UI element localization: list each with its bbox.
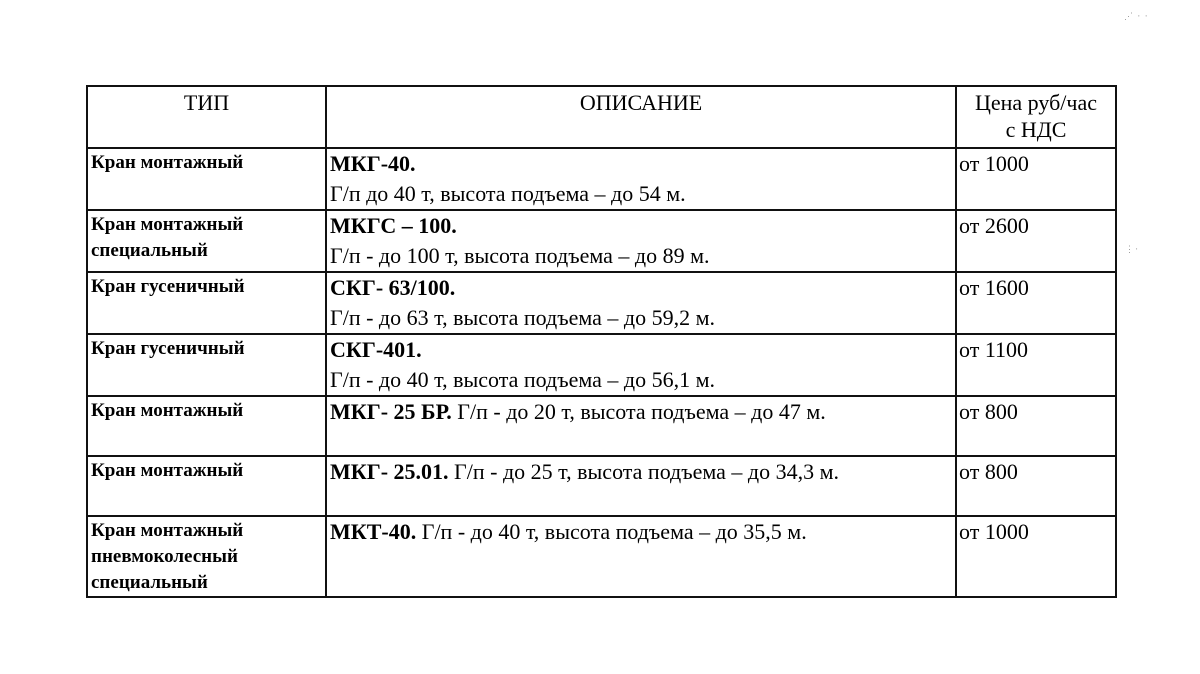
crane-specs: Г/п до 40 т, высота подъема – до 54 м. [330, 181, 686, 206]
header-price [956, 86, 1116, 148]
crane-specs: Г/п - до 25 т, высота подъема – до 34,3 м. [454, 459, 840, 484]
crane-type: Кран монтажный специальный [87, 210, 326, 272]
crane-specs: Г/п - до 100 т, высота подъема – до 89 м. [330, 243, 710, 268]
crane-model: МКГ-40. [330, 151, 416, 176]
crane-model: МКГ- 25.01. [330, 459, 449, 484]
header-type: ТИП [87, 86, 326, 148]
table-row [87, 396, 1116, 456]
crane-description [326, 272, 956, 334]
crane-price: от 800 [956, 456, 1116, 516]
table-row [87, 456, 1116, 516]
crane-type: Кран монтажный [87, 396, 326, 456]
header-price-line2: с НДС [1005, 117, 1067, 142]
table-row [87, 148, 1116, 210]
crane-description [326, 516, 956, 597]
crane-model: МКГС – 100. [330, 213, 457, 238]
crane-price-table [86, 85, 1117, 598]
crane-price: от 1000 [956, 148, 1116, 210]
header-description: ОПИСАНИЕ [326, 86, 956, 148]
header-price-line1: Цена руб/час [974, 90, 1097, 115]
crane-type: Кран монтажный [87, 456, 326, 516]
table-row [87, 516, 1116, 597]
crane-specs: Г/п - до 40 т, высота подъема – до 35,5 м. [421, 519, 807, 544]
crane-price: от 800 [956, 396, 1116, 456]
table-row [87, 272, 1116, 334]
crane-price: от 2600 [956, 210, 1116, 272]
table-row [87, 334, 1116, 396]
crane-type: Кран гусеничный [87, 334, 326, 396]
crane-description [326, 148, 956, 210]
crane-price: от 1000 [956, 516, 1116, 597]
crane-type: Кран гусеничный [87, 272, 326, 334]
crane-specs: Г/п - до 63 т, высота подъема – до 59,2 м. [330, 305, 715, 330]
crane-description [326, 456, 956, 516]
table-row [87, 210, 1116, 272]
scan-speck: ⋰ ⋅ ⋅ [1124, 11, 1149, 21]
crane-specs: Г/п - до 40 т, высота подъема – до 56,1 м. [330, 367, 715, 392]
crane-model: СКГ- 63/100. [330, 275, 456, 300]
crane-specs: Г/п - до 20 т, высота подъема – до 47 м. [457, 399, 826, 424]
crane-model: МКГ- 25 БР. [330, 399, 452, 424]
crane-price: от 1600 [956, 272, 1116, 334]
crane-model: СКГ-401. [330, 337, 422, 362]
crane-type: Кран монтажный [87, 148, 326, 210]
crane-description [326, 334, 956, 396]
crane-price: от 1100 [956, 334, 1116, 396]
table-header-row [87, 86, 1116, 148]
crane-type: Кран монтажный пневмоколесный специальный [87, 516, 326, 597]
crane-description [326, 210, 956, 272]
scan-speck: ⋮⋅ [1125, 244, 1140, 254]
crane-model: МКТ-40. [330, 519, 417, 544]
crane-description [326, 396, 956, 456]
